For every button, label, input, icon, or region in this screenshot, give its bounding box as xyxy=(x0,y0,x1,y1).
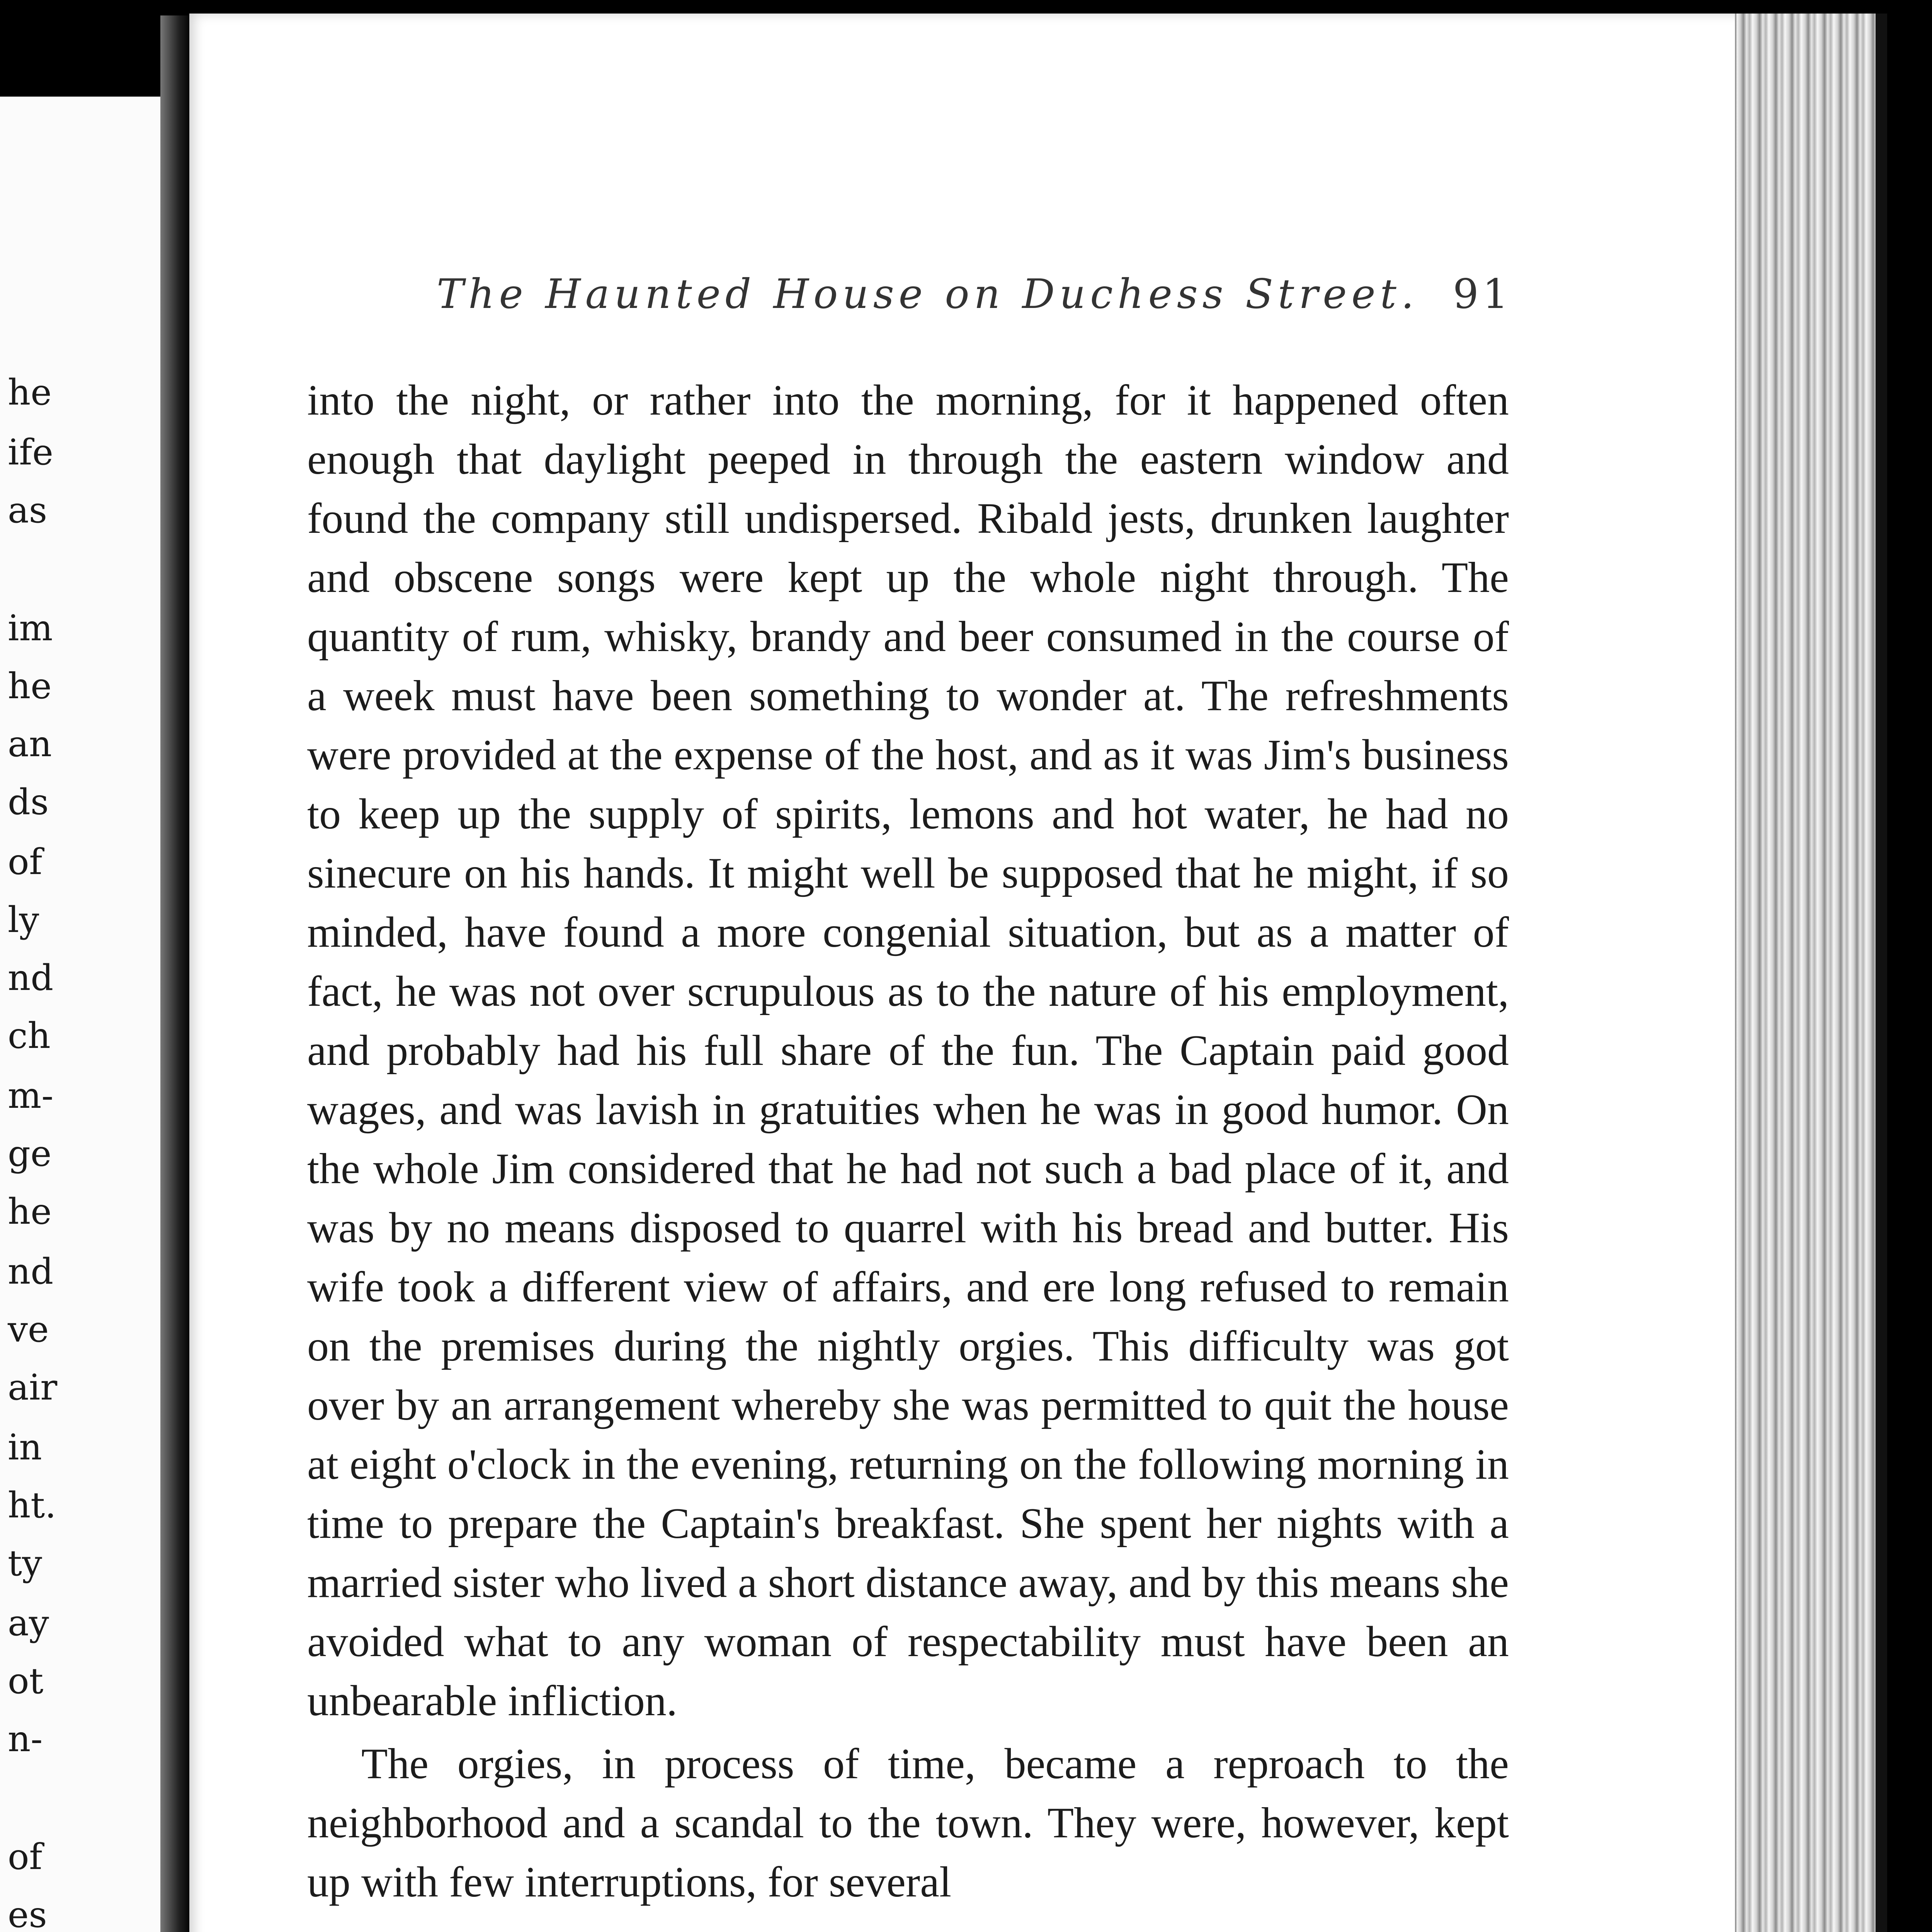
left-fragment: ty xyxy=(8,1543,42,1584)
left-fragment: ly xyxy=(8,899,39,940)
left-page-margin xyxy=(0,97,162,1932)
left-fragment: of xyxy=(8,1836,43,1878)
left-fragment: es xyxy=(8,1894,47,1932)
left-fragment: m- xyxy=(8,1075,54,1116)
left-fragment: ht. xyxy=(8,1485,56,1526)
left-fragment: an xyxy=(8,723,52,765)
left-fragment: ch xyxy=(8,1015,51,1056)
left-fragment: ge xyxy=(8,1133,52,1174)
book-gutter xyxy=(160,15,191,1932)
left-fragment: ot xyxy=(8,1660,44,1702)
running-head: The Haunted House on Duchess Street. xyxy=(437,270,1419,318)
left-fragment: ds xyxy=(8,781,49,823)
left-fragment: he xyxy=(8,1191,52,1232)
left-fragment: ve xyxy=(8,1309,49,1350)
left-fragment: nd xyxy=(8,957,54,998)
left-fragment: ife xyxy=(8,432,53,473)
left-fragment: of xyxy=(8,841,43,883)
left-fragment: as xyxy=(8,490,48,531)
left-fragment: nd xyxy=(8,1251,54,1292)
left-fragment: he xyxy=(8,665,52,707)
paragraph: into the night, or rather into the morning, for it happened often enough that daylight peeped in through the eastern window and found the company still undispersed. Ribald jests, drunken laughter and obscene songs were kept up the whole night through. The quantity of rum, whisky, brandy and beer consumed in the course of a week must have been something to wonder at. The refreshments were provided at the expense of the host, and as it was Jim's business to keep up the supply of spirits, lemons and hot water, he had no sinecure on his hands. It might well be supposed that he might, if so minded, have found a more congenial situation, but as a matter of fact, he was not over scrupulous as to the nature of his employment, and probably had his full share of the fun. The Captain paid good wages, and was lavish in gratuities when he was in good humor. On the whole Jim considered that he had not such a bad place of it, and was by no means disposed to quarrel with his bread and butter. His wife took a different view of affairs, and ere long refused to remain on the premises during the nightly orgies. This difficulty was got over by an arrangement whereby she was permitted to quit the house at eight o'clock in the evening, returning on the following morning in time to prepare the Captain's breakfast. She spent her nights with a married sister who lived a short distance away, and by this means she avoided what to any woman of respectability must have been an unbearable infliction. xyxy=(307,376,1509,1725)
body-text xyxy=(307,371,1509,1912)
left-fragment: im xyxy=(8,607,53,649)
left-fragment: air xyxy=(8,1367,58,1408)
paragraph: The orgies, in process of time, became a reproach to the neighborhood and a scandal to the town. They were, however, kept up with few interruptions, for several xyxy=(307,1740,1509,1906)
left-fragment: n- xyxy=(8,1718,43,1760)
page-edges xyxy=(1735,14,1876,1932)
left-fragment: he xyxy=(8,372,52,413)
page-number: 91 xyxy=(1453,270,1512,318)
left-fragment: ay xyxy=(8,1602,49,1644)
left-fragment: in xyxy=(8,1427,42,1468)
